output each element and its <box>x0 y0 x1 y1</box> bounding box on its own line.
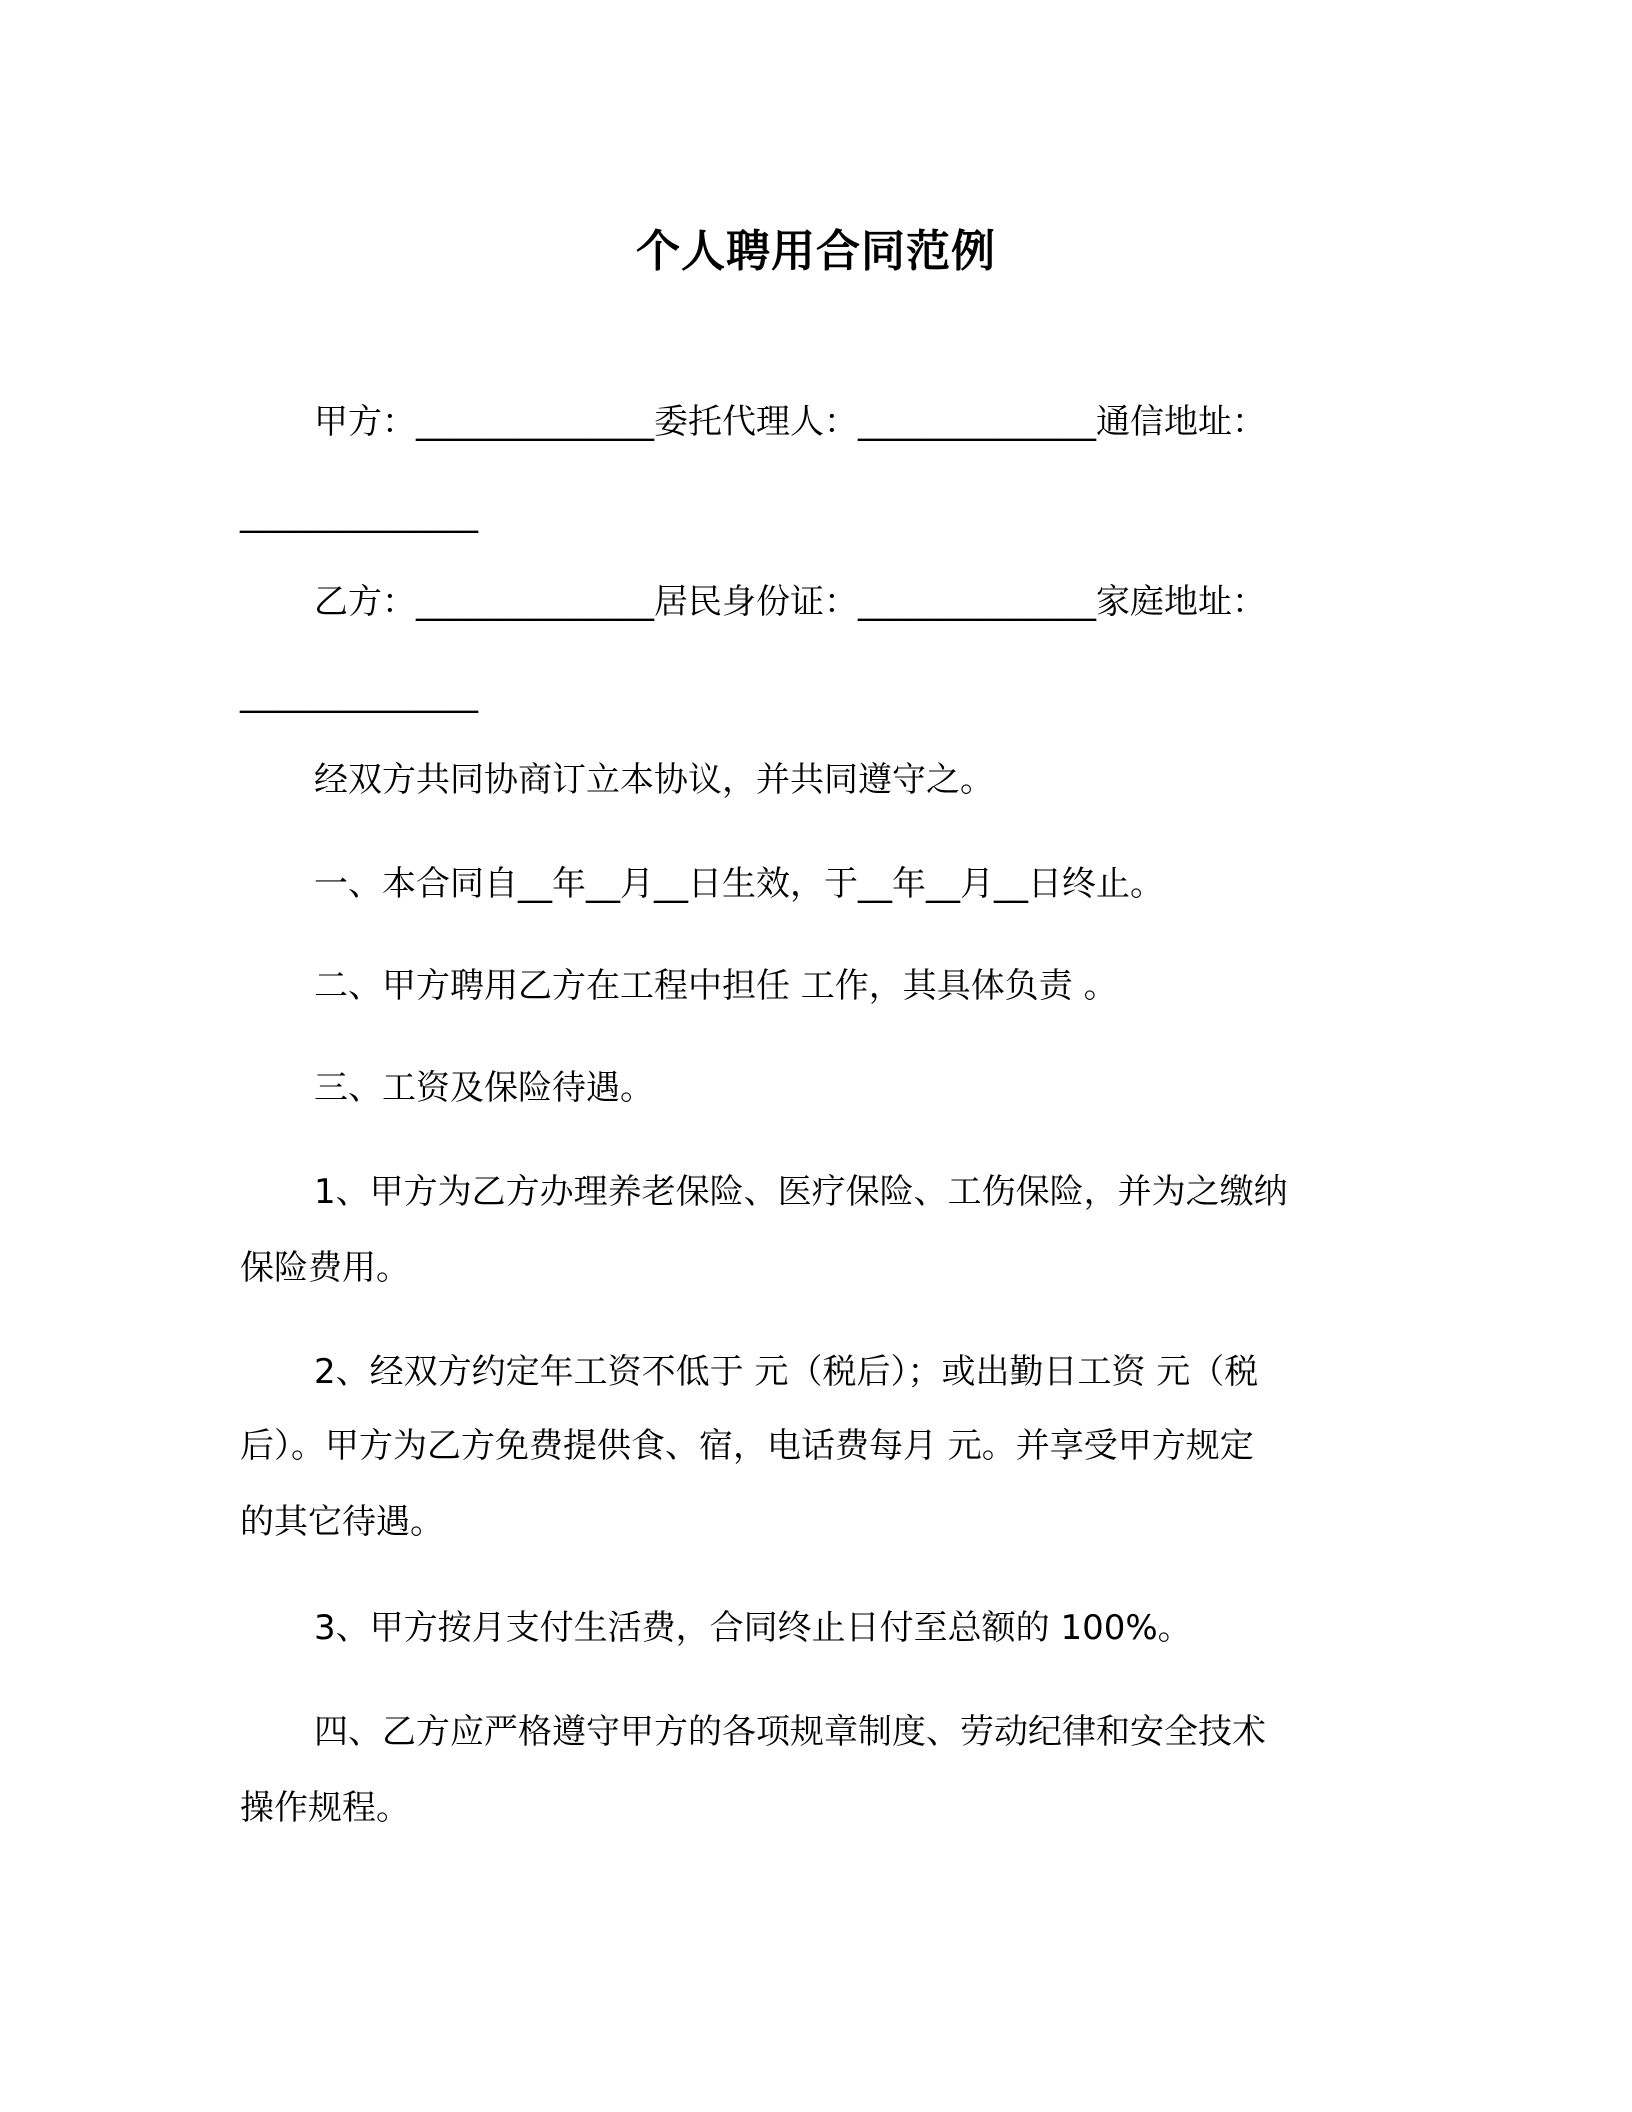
party-b-address-blank: ______________ <box>240 674 478 714</box>
clause-1-term: 一、本合同自__年__月__日生效，于__年__月__日终止。 <box>314 864 1164 904</box>
party-a-address-blank: ______________ <box>240 494 478 534</box>
clause-3-2-line-1: 2、经双方约定年工资不低于 元（税后）；或出勤日工资 元（税 <box>314 1352 1259 1392</box>
preamble-paragraph: 经双方共同协商订立本协议，并共同遵守之。 <box>314 760 994 800</box>
clause-3-1-line-1: 1、甲方为乙方办理养老保险、医疗保险、工伤保险，并为之缴纳 <box>314 1172 1288 1212</box>
party-a-line: 甲方：______________委托代理人：______________通信地址： <box>314 402 1266 442</box>
clause-2-position: 二、甲方聘用乙方在工程中担任 工作，其具体负责 。 <box>314 966 1118 1006</box>
party-b-line: 乙方：______________居民身份证：______________家庭地址： <box>314 582 1266 622</box>
clause-3-1-line-2: 保险费用。 <box>240 1248 410 1288</box>
clause-3-3: 3、甲方按月支付生活费，合同终止日付至总额的 100%。 <box>314 1608 1192 1648</box>
clause-4-line-1: 四、乙方应严格遵守甲方的各项规章制度、劳动纪律和安全技术 <box>314 1712 1266 1752</box>
clause-3-2-line-2: 后）。甲方为乙方免费提供食、宿，电话费每月 元。并享受甲方规定 <box>240 1426 1254 1466</box>
clause-3-heading: 三、工资及保险待遇。 <box>314 1068 654 1108</box>
document-title: 个人聘用合同范例 <box>636 226 996 277</box>
clause-4-line-2: 操作规程。 <box>240 1788 410 1828</box>
clause-3-2-line-3: 的其它待遇。 <box>240 1502 444 1542</box>
